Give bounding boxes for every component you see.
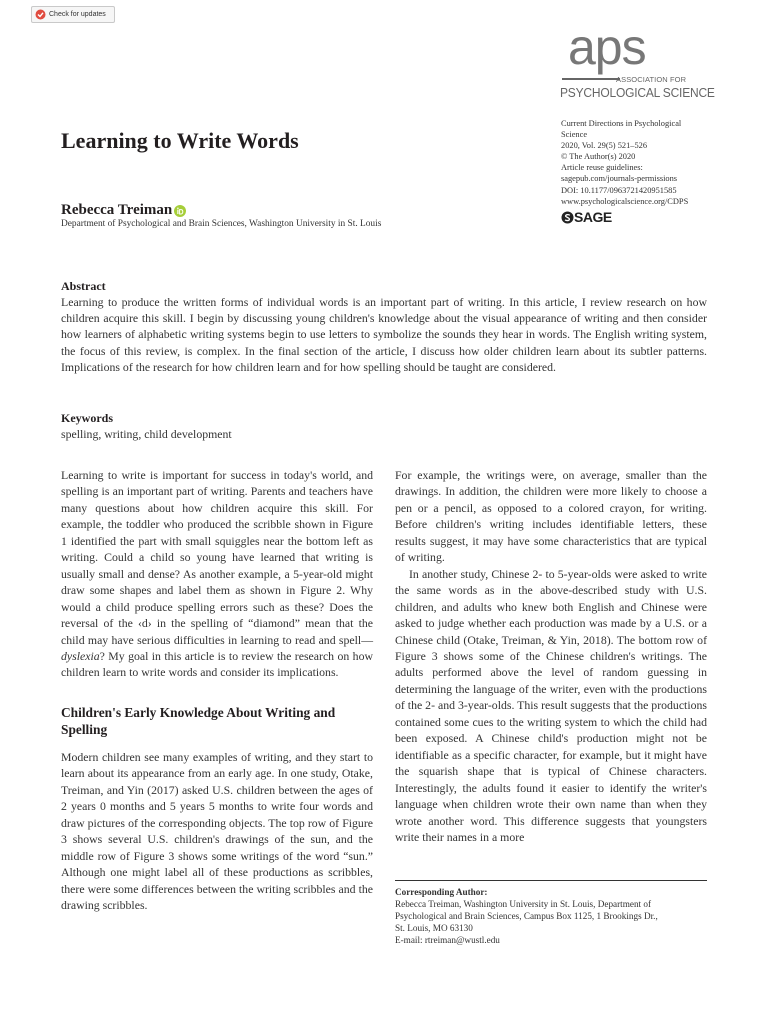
check-for-updates-label: Check for updates	[49, 11, 106, 18]
copyright: © The Author(s) 2020	[561, 152, 636, 162]
journal-name-line2: Science	[561, 130, 588, 140]
corresponding-author-email[interactable]: E-mail: rtreiman@wustl.edu	[395, 935, 500, 946]
journal-url[interactable]: www.psychologicalscience.org/CDPS	[561, 196, 689, 206]
footnote-divider	[395, 880, 707, 881]
check-for-updates-badge[interactable]	[31, 6, 115, 23]
abstract-heading: Abstract	[61, 279, 106, 293]
reuse-guidelines: Article reuse guidelines:	[561, 163, 643, 173]
sage-logo	[561, 209, 612, 225]
paragraph-chinese-study: In another study, Chinese 2- to 5-year-olds were asked to write the same words as in the above-described study with U.S. children, and adults who knew both English and Chinese were asked to judge whether each production was made by a U.S. or a Chinese child (Otake, Treiman, & Yin, 2018). The bottom row of Figure 3 shows some of the Chinese children's writings. The adults performed above the level of random guessing in determining the language of the writer, even with the productions of the 2- and 3-year-olds. This result suggests that the productions contained some cues to the writing system to which the child had been exposed. A Chinese child's production might not be identifiable as a specific character, for example, but it might have the squarish shape that is typical of Chinese characters. Interestingly, the adults found it easier to identify the writer's language when children wrote their own name than when they wrote another word. This difference suggests that youngsters write their names in a more	[395, 566, 707, 844]
update-icon	[35, 9, 46, 20]
sage-mark-icon	[561, 211, 574, 224]
journal-volume: 2020, Vol. 29(5) 521–526	[561, 141, 648, 151]
aps-logo-line2: PSYCHOLOGICAL SCIENCE	[560, 85, 715, 101]
doi[interactable]: DOI: 10.1177/0963721420951585	[561, 185, 677, 195]
author-name[interactable]: Rebecca Treiman	[61, 202, 173, 218]
abstract-text: Learning to produce the written forms of individual words is an important part of writing. In this article, I review research on how children acquire this skill. I begin by discussing young children's knowledge about the visual appearance of writing and then consider how learners of alphabetic writing systems begin to use letters to symbolize the sounds they hear in words. The English writing system, the focus of this review, is complex. In the final section of the article, I discuss how older children learn about its subtler patterns. Implications of the research for how children learn and for how spelling should be taught are considered.	[61, 295, 707, 374]
article-title: Learning to Write Words	[61, 128, 299, 153]
aps-logo-word: aps	[568, 19, 646, 75]
corresponding-author-line: Rebecca Treiman, Washington University in St. Louis, Department of	[395, 899, 652, 910]
orcid-icon[interactable]	[174, 205, 186, 217]
aps-logo-line1: ASSOCIATION FOR	[616, 75, 687, 84]
journal-name-line1: Current Directions in Psychological	[561, 119, 682, 128]
section-heading: Children's Early Knowledge About Writing and Spelling	[61, 704, 336, 738]
journal-meta	[561, 118, 726, 207]
intro-emphasis: dyslexia	[61, 648, 100, 663]
paragraph-continued: For example, the writings were, on average, smaller than the drawings. In addition, the children were more likely to choose a pen or a pencil, as opposed to a colored crayon, for writing. Before children's writing includes identifiable letters, these results suggest, it may have some characteristics that are typical of writing.	[395, 468, 707, 565]
keywords-text: spelling, writing, child development	[61, 427, 232, 441]
intro-text-part1: Learning to write is important for success in today's world, and spelling is an important part of writing. Parents and teachers have many questions about how children acquire this skill. For example, the toddler who produced the scribble shown in Figure 1 identified the part with small squiggles near the bottom left as writing. Could a child so young have learned that writing is usually small and dense? As another example, a 5-year-old might draw some shapes and label them as shown in Figure 2. Why would a child produce spelling errors such as these? Does the reversal of the ‹d› in the spelling of “diamond” mean that the child may have serious difficulties in learning to read and spell—	[61, 468, 373, 647]
corresponding-author-line: Psychological and Brain Sciences, Campus Box 1125, 1 Brookings Dr.,	[395, 911, 658, 922]
keywords-heading: Keywords	[61, 411, 113, 425]
aps-logo-rule	[562, 78, 620, 80]
corresponding-author-line: St. Louis, MO 63130	[395, 923, 473, 934]
corresponding-author-heading: Corresponding Author:	[395, 887, 488, 897]
intro-text-part2: ? My goal in this article is to review the research on how children learn to write words and consider its implications.	[61, 648, 373, 680]
section-paragraph-1: Modern children see many examples of writing, and they start to learn about its appearance from an early age. In one study, Otake, Treiman, and Yin (2017) asked U.S. children between the ages of 2 years 0 months and 5 years 5 months to write four words and draw pictures of the corresponding objects. The top row of Figure 3 shows several U.S. children's drawings of the sun, and the middle row of Figure 3 shows some writings of the word “sun.” Although one might label all of these productions as scribbles, there were some differences between the writing scribbles and the drawing scribbles.	[61, 749, 373, 912]
intro-paragraph	[61, 467, 373, 681]
author-row	[61, 202, 186, 219]
corresponding-author-block	[395, 886, 707, 946]
sage-logo-text: SAGE	[574, 209, 612, 225]
permissions-link[interactable]: sagepub.com/journals-permissions	[561, 174, 678, 184]
body-column-right	[395, 467, 707, 845]
body-column-left	[61, 467, 373, 913]
author-affiliation: Department of Psychological and Brain Sciences, Washington University in St. Louis	[61, 219, 382, 229]
